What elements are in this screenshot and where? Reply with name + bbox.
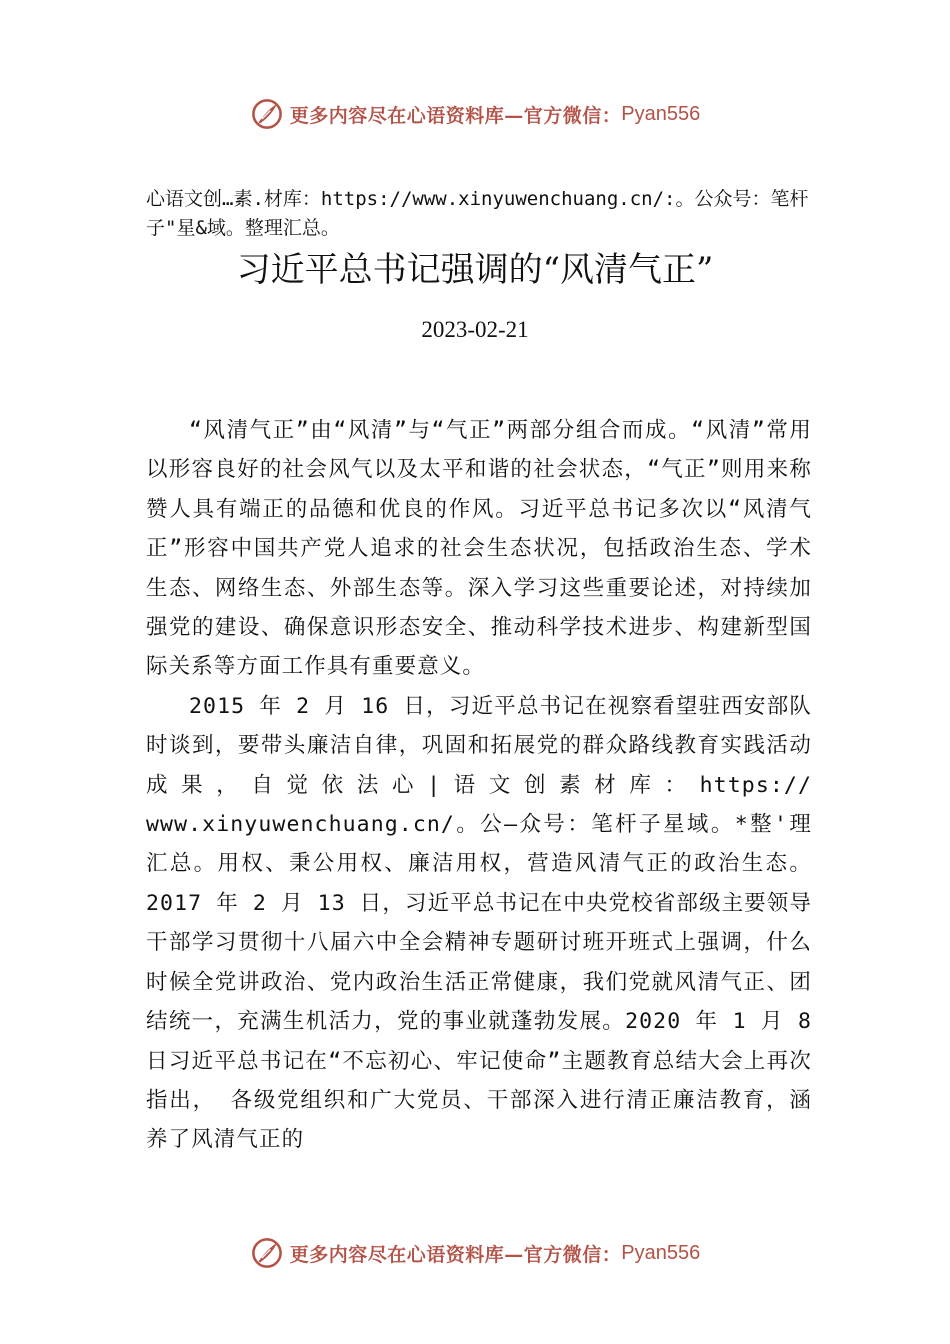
banner-text: 更多内容尽在心语资料库—官方微信： bbox=[289, 1243, 622, 1266]
quill-logo-icon bbox=[250, 97, 284, 131]
paragraph: 2015 年 2 月 16 日，习近平总书记在视察看望驻西安部队时谈到，要带头廉洁自律，巩固和拓展党的群众路线教育实践活动成果，自觉依法心|语文创素材库：https:// www.xinyuwenchuang.cn/。公—众号：笔杆子星域。*整'理汇总。用权、秉公用权、廉洁用权，营造风清气正的政治生态。2017 年 2 月 13 日，习近平总书记在中央党校省部级主要领导干部学习贯彻十八届六中全会精神专题研讨班开班式上强调，什么时候全党讲政治、党内政治生活正常健康，我们党就风清气正、团结统一，充满生机活力，党的事业就蓬勃发展。2020 年 1 月 8 日习近平总书记在“不忘初心、牢记使命”主题教育总结大会上再次指出， 各级党组织和广大党员、干部深入进行清正廉洁教育，涵养了风清气正的 bbox=[146, 693, 812, 1153]
banner-wechat-id: Pyan556 bbox=[621, 1241, 701, 1264]
footer-banner bbox=[0, 1231, 950, 1275]
article-title: 习近平总书记强调的“风清气正” bbox=[236, 250, 714, 290]
header-banner bbox=[0, 92, 950, 136]
paragraph: “风清气正”由“风清”与“气正”两部分组合而成。“风清”常用以形容良好的社会风气以及太平和谐的社会状态，“气正”则用来称赞人具有端正的品德和优良的作风。习近平总书记多次以“风清气正”形容中国共产党人追求的社会生态状况，包括政治生态、学术生态、网络生态、外部生态等。深入学习这些重要论述，对持续加强党的建设、确保意识形态安全、推动科学技术进步、构建新型国际关系等方面工作具有重要意义。 bbox=[146, 418, 812, 680]
banner-wechat-id: Pyan556 bbox=[621, 102, 701, 125]
article-date: 2023-02-21 bbox=[421, 317, 529, 342]
banner-text: 更多内容尽在心语资料库—官方微信： bbox=[289, 104, 622, 127]
quill-logo-icon bbox=[250, 1236, 284, 1270]
source-note: 心语文创…素.材库：https://www.xinyuwenchuang.cn/:。公众号：笔杆子"星&域。整理汇总。 bbox=[146, 188, 809, 239]
article-body bbox=[146, 411, 812, 1160]
